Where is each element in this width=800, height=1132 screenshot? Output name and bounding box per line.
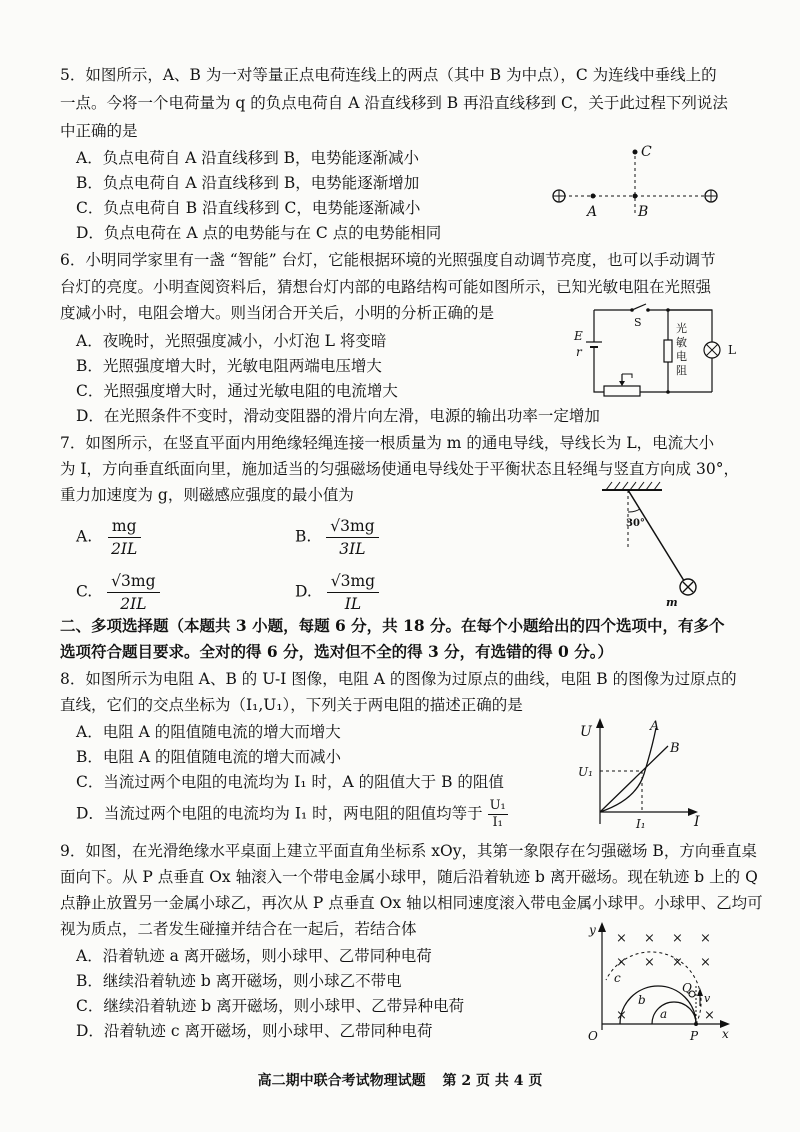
page-footer — [0, 1070, 800, 1090]
q9-option-d: D．沿着轨迹 c 离开磁场，则小球甲、乙带同种电荷 — [76, 1022, 433, 1040]
svg-text:×: × — [644, 955, 655, 970]
q5-stem-line-1: 5．如图所示，A、B 为一对等量正点电荷连线上的两点（其中 B 为中点），C 为连线中垂线上的 — [60, 66, 717, 84]
photoresistor-label-1: 光 — [676, 322, 687, 335]
q6-option-c: C．光照强度增大时，通过光敏电阻的电流增大 — [76, 382, 398, 400]
u-axis-label: U — [580, 724, 592, 740]
svg-text:×: × — [700, 931, 711, 946]
q6-option-b: B．光照强度增大时，光敏电阻两端电压增大 — [76, 357, 382, 375]
point-q-label: Q — [682, 981, 692, 995]
q9-magnetic-field-diagram — [586, 920, 736, 1045]
svg-text:×: × — [616, 1008, 627, 1023]
q7-stem-line-1: 7．如图所示，在竖直平面内用绝缘轻绳连接一根质量为 m 的通电导线，导线长为 L，电流大小 — [60, 434, 715, 452]
field-cross-icon: × — [616, 931, 627, 946]
q6-stem-line-3: 度减小时，电阻会增大。则当闭合开关后，小明的分析正确的是 — [60, 304, 495, 322]
page-number: 第 2 页 共 4 页 — [442, 1073, 543, 1089]
q5-option-b: B．负点电荷自 A 沿直线移到 B，电势能逐渐增加 — [76, 174, 420, 192]
svg-text:×: × — [616, 955, 627, 970]
q5-stem-line-3: 中正确的是 — [60, 122, 138, 140]
emf-label: E — [574, 329, 583, 343]
switch-label: S — [634, 316, 642, 329]
q5-stem-line-2: 一点。今将一个电荷量为 q 的负点电荷自 A 沿直线移到 B 再沿直线移到 C，关于此过程下列说法 — [60, 94, 728, 112]
origin-label: O — [588, 1029, 598, 1043]
q5-charge-diagram — [545, 138, 725, 228]
q6-circuit-diagram — [572, 302, 752, 402]
q7-pendulum-diagram — [598, 480, 718, 610]
q9-stem-line-2: 面向下。从 P 点垂直 Ox 轴滚入一个带电金属小球甲，随后沿着轨迹 b 离开磁场。现在轨迹 b 上的 Q — [60, 868, 758, 886]
q8-option-b: B．电阻 A 的阻值随电流的增大而减小 — [76, 748, 341, 766]
internal-resistance-label: r — [576, 345, 582, 359]
svg-text:×: × — [672, 955, 683, 970]
exam-title: 高二期中联合考试物理试题 — [257, 1073, 426, 1089]
curve-a-label: A — [650, 719, 660, 734]
q5-option-d: D．负点电荷在 A 点的电势能与在 C 点的电势能相同 — [76, 224, 442, 242]
q6-option-d: D．在光照条件不变时，滑动变阻器的滑片向左滑，电源的输出功率一定增加 — [76, 407, 600, 425]
q8-stem-line-2: 直线，它们的交点坐标为（I₁,U₁），下列关于两电阻的描述正确的是 — [60, 696, 523, 714]
q9-stem-line-3: 点静止放置另一金属小球乙，再次从 P 点垂直 Ox 轴以相同速度滚入带电金属小球甲。小球甲、乙均可 — [60, 894, 763, 912]
q9-option-b: B．继续沿着轨迹 b 离开磁场，则小球乙不带电 — [76, 972, 402, 990]
photoresistor-label-3: 电 — [676, 350, 687, 363]
q7-option-b: B. $\frac{√3mg}{3IL}$ — [295, 515, 379, 560]
q9-option-a: A．沿着轨迹 a 离开磁场，则小球甲、乙带同种电荷 — [76, 947, 432, 965]
q8-ui-graph — [576, 716, 706, 836]
u1-label: U₁ — [578, 765, 593, 779]
lamp-label: L — [728, 343, 736, 357]
current-into-page-icon — [680, 579, 696, 595]
lamp-icon — [704, 342, 720, 358]
q5-option-c: C．负点电荷自 B 沿直线移到 C，电势能逐渐减小 — [76, 199, 421, 217]
x-axis-label: x — [722, 1027, 729, 1041]
photoresistor-label-4: 阻 — [676, 364, 687, 377]
q9-option-c: C．继续沿着轨迹 b 离开磁场，则小球甲、乙带异种电荷 — [76, 997, 465, 1015]
q6-stem-line-1: 6．小明同学家里有一盏 “智能” 台灯，它能根据环境的光照强度自动调节亮度，也可以手动调节 — [60, 251, 716, 269]
positive-charge-left-icon — [553, 190, 565, 202]
y-axis-label: y — [589, 923, 596, 937]
point-a-label: A — [587, 204, 598, 220]
q8-option-d: D．当流过两个电阻的电流均为 I₁ 时，两电阻的阻值均等于 $\frac{\text{U₁}}{\text{I₁}}$ — [76, 798, 506, 830]
q7-option-d: D. $\frac{√3mg}{IL}$ — [295, 570, 379, 615]
section-2-heading-line-2: 选项符合题目要求。全对的得 6 分，选对但不全的得 3 分，有选错的得 0 分。） — [60, 642, 613, 661]
trajectory-b-label: b — [638, 993, 646, 1007]
q6-stem-line-2: 台灯的亮度。小明查阅资料后，猜想台灯内部的电路结构可能如图所示，已知光敏电阻在光照强 — [60, 278, 712, 296]
svg-text:×: × — [700, 955, 711, 970]
trajectory-a-label: a — [660, 1007, 668, 1021]
section-2-heading-line-1: 二、多项选择题（本题共 3 小题，每题 6 分，共 18 分。在每个小题给出的四个选项中，有多个 — [60, 616, 725, 635]
angle-label: 30° — [626, 518, 645, 529]
q5-option-a: A．负点电荷自 A 沿直线移到 B，电势能逐渐减小 — [76, 149, 420, 167]
q8-option-a: A．电阻 A 的阻值随电流的增大而增大 — [76, 723, 341, 741]
q7-stem-line-2: 为 I，方向垂直纸面向里，施加适当的匀强磁场使通电导线处于平衡状态且轻绳与竖直方向成 30°， — [60, 460, 739, 478]
point-c-label: C — [641, 144, 652, 160]
q8-stem-line-1: 8．如图所示为电阻 A、B 的 U-I 图像，电阻 A 的图像为过原点的曲线，电阻 B 的图像为过原点的 — [60, 670, 737, 688]
curve-b-label: B — [670, 741, 680, 756]
svg-text:×: × — [672, 931, 683, 946]
velocity-label: v — [704, 992, 711, 1005]
i-axis-label: I — [694, 814, 700, 830]
q7-option-a: A. $\frac{mg}{2IL}$ — [76, 515, 141, 560]
photoresistor-label-2: 敏 — [676, 336, 687, 349]
point-p-label: P — [690, 1029, 699, 1043]
q7-option-c: C. $\frac{√3mg}{2IL}$ — [76, 570, 160, 615]
q6-option-a: A．夜晚时，光照强度减小，小灯泡 L 将变暗 — [76, 332, 387, 350]
point-b-label: B — [638, 204, 649, 220]
q9-stem-line-4: 视为质点，二者发生碰撞并结合在一起后，若结合体 — [60, 920, 417, 938]
svg-text:×: × — [644, 931, 655, 946]
svg-text:×: × — [704, 1008, 715, 1023]
q8-option-c: C．当流过两个电阻的电流均为 I₁ 时，A 的阻值大于 B 的阻值 — [76, 773, 504, 791]
positive-charge-right-icon — [705, 190, 717, 202]
trajectory-c-label: c — [614, 971, 621, 985]
q7-stem-line-3: 重力加速度为 g，则磁感应强度的最小值为 — [60, 486, 354, 504]
mass-label: m — [666, 596, 678, 609]
q9-stem-line-1: 9．如图，在光滑绝缘水平桌面上建立平面直角坐标系 xOy，其第一象限存在匀强磁场 B，方向垂直桌 — [60, 842, 757, 860]
i1-label: I₁ — [636, 817, 646, 831]
